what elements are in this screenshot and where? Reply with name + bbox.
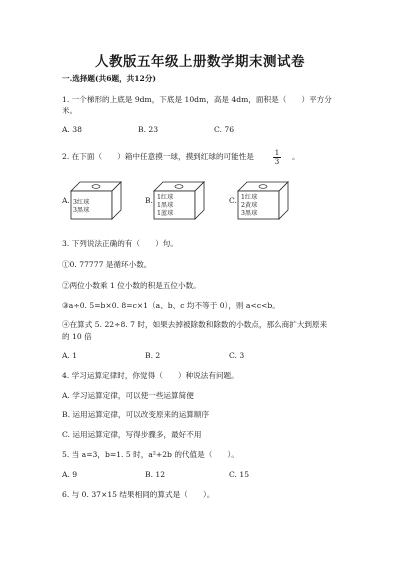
page-title: 人教版五年级上册数学期末测试卷 bbox=[95, 54, 305, 70]
statement-3: ③a÷0. 5=b×0. 8=c×1（a、b、c 均不等于 0），则 a<c<b。 bbox=[62, 301, 280, 310]
question-2-stem: 2. 在下面（ ）箱中任意摸一球，摸到红球的可能性是 bbox=[62, 152, 254, 161]
box-a-line-1: 3红球 bbox=[73, 199, 90, 206]
fraction-numerator: 1 bbox=[274, 149, 280, 157]
statement-4-cont: 的 10 倍 bbox=[62, 332, 92, 341]
box-b-line-1: 1红球 bbox=[157, 194, 174, 201]
question-5-option-a: A. 9 bbox=[62, 470, 78, 479]
question-4-option-b: B. 运用运算定律，可以改变原来的运算顺序 bbox=[62, 410, 210, 419]
question-5-stem: 5. 当 a=3，b=1. 5 时，a²+2b 的代值是（ ）。 bbox=[62, 450, 239, 459]
section-heading: 一.选择题(共6题，共12分) bbox=[62, 74, 157, 83]
question-5-option-b: B. 12 bbox=[145, 470, 166, 479]
question-3-option-a: A. 1 bbox=[62, 351, 78, 360]
probability-fraction bbox=[272, 149, 282, 166]
box-b-line-2: 1黑球 bbox=[157, 202, 174, 209]
box-c-label: C. bbox=[229, 196, 237, 205]
question-3-option-c: C. 3 bbox=[229, 351, 245, 360]
question-4-stem: 4. 学习运算定律时，你觉得（ ）种说法有问题。 bbox=[62, 371, 239, 380]
statement-4: ④在算式 5. 22÷8. 7 时，如果去掉被除数和除数的小数点，那么商扩大到原来 bbox=[62, 320, 328, 329]
question-5-option-c: C. 15 bbox=[229, 470, 250, 479]
question-2-stem-end: 。 bbox=[292, 152, 300, 161]
box-a-label: A. bbox=[62, 196, 70, 205]
question-4-option-a: A. 学习运算定律，可以使一些运算简便 bbox=[62, 391, 194, 400]
box-c-line-1: 1红球 bbox=[241, 194, 258, 201]
question-1-stem: 1. 一个梯形的上底是 9dm，下底是 10dm，高是 4dm，面积是（ ）平方分 bbox=[62, 95, 332, 104]
statement-1: ①0. 77777 是循环小数。 bbox=[62, 260, 152, 269]
question-6-stem: 6. 与 0. 37×15 结果相同的算式是（ ）。 bbox=[62, 490, 215, 499]
question-1-stem-cont: 米。 bbox=[62, 106, 78, 115]
box-a-line-2: 3黑球 bbox=[73, 207, 90, 214]
question-1-option-c: C. 76 bbox=[214, 125, 235, 134]
question-3-option-b: B. 2 bbox=[145, 351, 161, 360]
fraction-denominator: 3 bbox=[274, 158, 280, 166]
question-4-option-c: C. 运用运算定律，写得步骤多，最好不用 bbox=[62, 430, 202, 439]
question-1-option-a: A. 38 bbox=[62, 125, 82, 134]
question-3-stem: 3. 下列说法正确的有（ ）句。 bbox=[62, 239, 178, 248]
box-b-label: B. bbox=[145, 196, 153, 205]
box-b-line-3: 1蓝球 bbox=[157, 210, 174, 217]
box-c-line-2: 2黄球 bbox=[241, 202, 258, 209]
statement-2: ②两位小数乘 1 位小数的积是五位小数。 bbox=[62, 281, 201, 290]
question-1-option-b: B. 23 bbox=[138, 125, 159, 134]
box-c-line-3: 3黑球 bbox=[241, 210, 258, 217]
